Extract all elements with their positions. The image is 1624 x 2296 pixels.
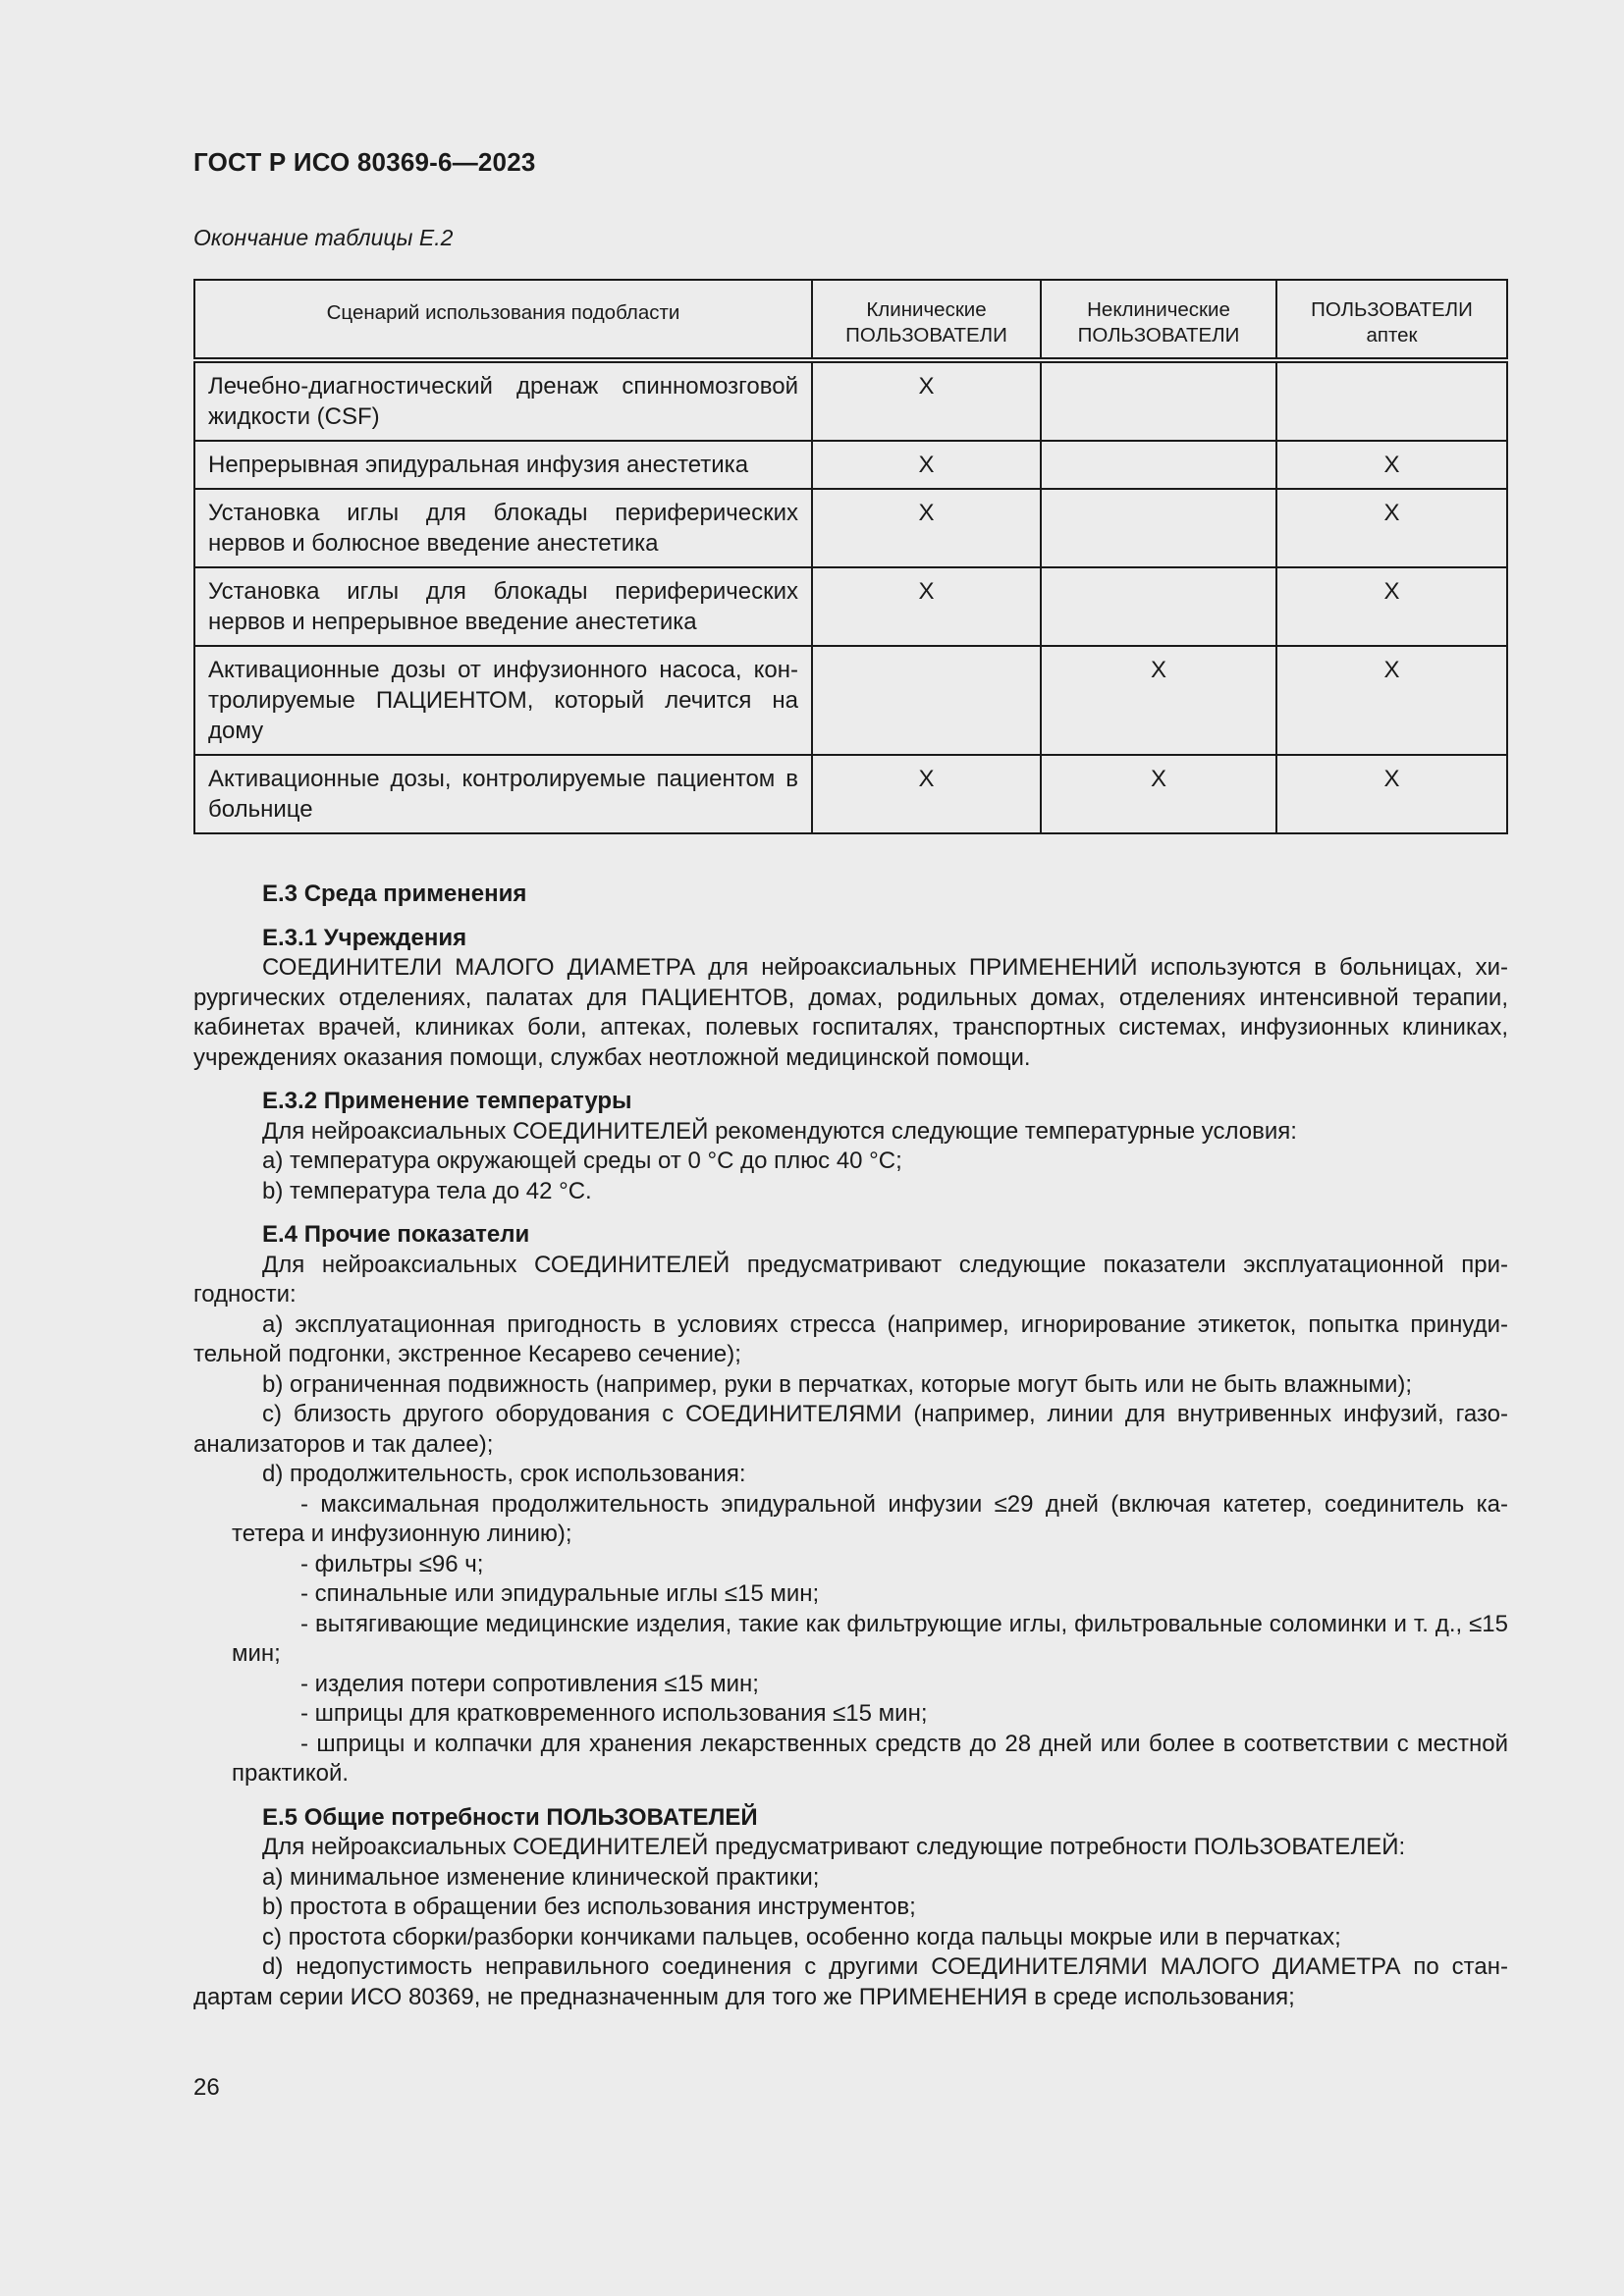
nonclinical-cell — [1041, 441, 1276, 489]
pharmacy-cell: X — [1276, 646, 1507, 755]
pharmacy-cell: X — [1276, 441, 1507, 489]
pharmacy-cell: X — [1276, 489, 1507, 567]
list-item: d) недопустимость неправильного соединения с другими СОЕДИНИТЕЛЯМИ МАЛОГО ДИАМЕТРА по стандартам серии ИСО 80369, не предназначенным для того же ПРИМЕНЕНИЯ в среде использования; — [193, 1953, 1508, 2010]
table-row — [194, 755, 1507, 833]
paragraph-e4-intro: Для нейроаксиальных СОЕДИНИТЕЛЕЙ предусматривают следующие показатели эксплуатационной пригодности: — [193, 1251, 1508, 1308]
column-header-nonclinical: Неклинические ПОЛЬЗОВАТЕЛИ — [1041, 280, 1276, 360]
list-item: b) простота в обращении без использования инструментов; — [262, 1894, 916, 1920]
table-caption: Окончание таблицы Е.2 — [193, 225, 454, 250]
scenario-cell: Установка иглы для блокады периферических нервов и болюсное введение анестетика — [194, 489, 812, 567]
document-body — [193, 880, 1508, 2012]
dash-list-item: - шприцы для кратковременного использования ≤15 мин; — [300, 1700, 928, 1727]
nonclinical-cell — [1041, 489, 1276, 567]
list-item: a) эксплуатационная пригодность в условиях стресса (например, игнорирование этикеток, попытка принудительной подгонки, экстренное Кесарево сечение); — [193, 1310, 1508, 1367]
page-number: 26 — [193, 2074, 220, 2101]
dash-list-item: - вытягивающие медицинские изделия, такие как фильтрующие иглы, фильтровальные соломинки и т. д., ≤15 мин; — [232, 1610, 1508, 1667]
section-heading-e4: Е.4 Прочие показатели — [262, 1221, 530, 1248]
table-row — [194, 567, 1507, 646]
nonclinical-cell — [1041, 360, 1276, 441]
paragraph-e31: СОЕДИНИТЕЛИ МАЛОГО ДИАМЕТРА для нейроаксиальных ПРИМЕНЕНИЙ используются в больницах, хирургических отделениях, палатах для ПАЦИЕНТОВ, домах, родильных домах, отделениях интенсивной терапии, кабинетах врачей, клиниках боли, аптеках, полевых госпиталях, транспортных системах, инфузионных клиниках, учреждениях оказания помощи, службах неотложной медицинской помощи. — [193, 954, 1508, 1071]
clinical-cell: X — [812, 360, 1041, 441]
clinical-cell — [812, 646, 1041, 755]
scenario-cell: Непрерывная эпидуральная инфузия анестетика — [194, 441, 812, 489]
pharmacy-cell: X — [1276, 755, 1507, 833]
nonclinical-cell: X — [1041, 755, 1276, 833]
pharmacy-cell: X — [1276, 567, 1507, 646]
table-row — [194, 360, 1507, 441]
scenario-cell: Активационные дозы от инфузионного насоса, контролируемые ПАЦИЕНТОМ, который лечится на дому — [194, 646, 812, 755]
scenario-cell: Активационные дозы, контролируемые пациентом в больнице — [194, 755, 812, 833]
clinical-cell: X — [812, 567, 1041, 646]
section-heading-e31: Е.3.1 Учреждения — [262, 924, 467, 951]
table-row — [194, 489, 1507, 567]
section-heading-e5: Е.5 Общие потребности ПОЛЬЗОВАТЕЛЕЙ — [262, 1803, 758, 1831]
dash-list-item: - максимальная продолжительность эпидуральной инфузии ≤29 дней (включая катетер, соединитель катетера и инфузионную линию); — [232, 1490, 1508, 1547]
clinical-cell: X — [812, 755, 1041, 833]
dash-list-item: - спинальные или эпидуральные иглы ≤15 мин; — [300, 1580, 820, 1607]
dash-list-item: - фильтры ≤96 ч; — [300, 1550, 484, 1577]
scenario-cell: Установка иглы для блокады периферических нервов и непрерывное введение анестетика — [194, 567, 812, 646]
usage-scenario-table — [193, 279, 1508, 834]
nonclinical-cell — [1041, 567, 1276, 646]
column-header-clinical: Клинические ПОЛЬЗОВАТЕЛИ — [812, 280, 1041, 360]
pharmacy-cell — [1276, 360, 1507, 441]
nonclinical-cell: X — [1041, 646, 1276, 755]
list-item: b) температура тела до 42 °С. — [262, 1177, 592, 1204]
list-item: c) простота сборки/разборки кончиками пальцев, особенно когда пальцы мокрые или в перчатках; — [262, 1923, 1341, 1950]
table-row — [194, 441, 1507, 489]
list-item: a) минимальное изменение клинической практики; — [262, 1863, 820, 1891]
clinical-cell: X — [812, 489, 1041, 567]
dash-list-item: - шприцы и колпачки для хранения лекарственных средств до 28 дней или более в соответствии с местной практикой. — [232, 1730, 1508, 1787]
paragraph-e5-intro: Для нейроаксиальных СОЕДИНИТЕЛЕЙ предусматривают следующие потребности ПОЛЬЗОВАТЕЛЕЙ: — [262, 1834, 1406, 1860]
paragraph-e32-intro: Для нейроаксиальных СОЕДИНИТЕЛЕЙ рекомендуются следующие температурные условия: — [262, 1117, 1297, 1145]
column-header-pharmacy: ПОЛЬЗОВАТЕЛИ аптек — [1276, 280, 1507, 360]
table-row — [194, 646, 1507, 755]
clinical-cell: X — [812, 441, 1041, 489]
list-item: c) близость другого оборудования с СОЕДИНИТЕЛЯМИ (например, линии для внутривенных инфузий, газоанализаторов и так далее); — [193, 1401, 1508, 1458]
section-heading-e3: Е.3 Среда применения — [262, 881, 527, 907]
list-item: b) ограниченная подвижность (например, руки в перчатках, которые могут быть или не быть влажными); — [262, 1370, 1413, 1398]
list-item: a) температура окружающей среды от 0 °С до плюс 40 °С; — [262, 1148, 902, 1174]
dash-list-item: - изделия потери сопротивления ≤15 мин; — [300, 1670, 759, 1697]
list-item: d) продолжительность, срок использования: — [262, 1461, 746, 1487]
document-header: ГОСТ Р ИСО 80369-6—2023 — [193, 147, 536, 177]
section-heading-e32: Е.3.2 Применение температуры — [262, 1088, 632, 1114]
table-header-row — [194, 280, 1507, 360]
column-header-scenario: Сценарий использования подобласти — [194, 280, 812, 360]
scenario-cell: Лечебно-диагностический дренаж спинномозговой жидкости (CSF) — [194, 360, 812, 441]
